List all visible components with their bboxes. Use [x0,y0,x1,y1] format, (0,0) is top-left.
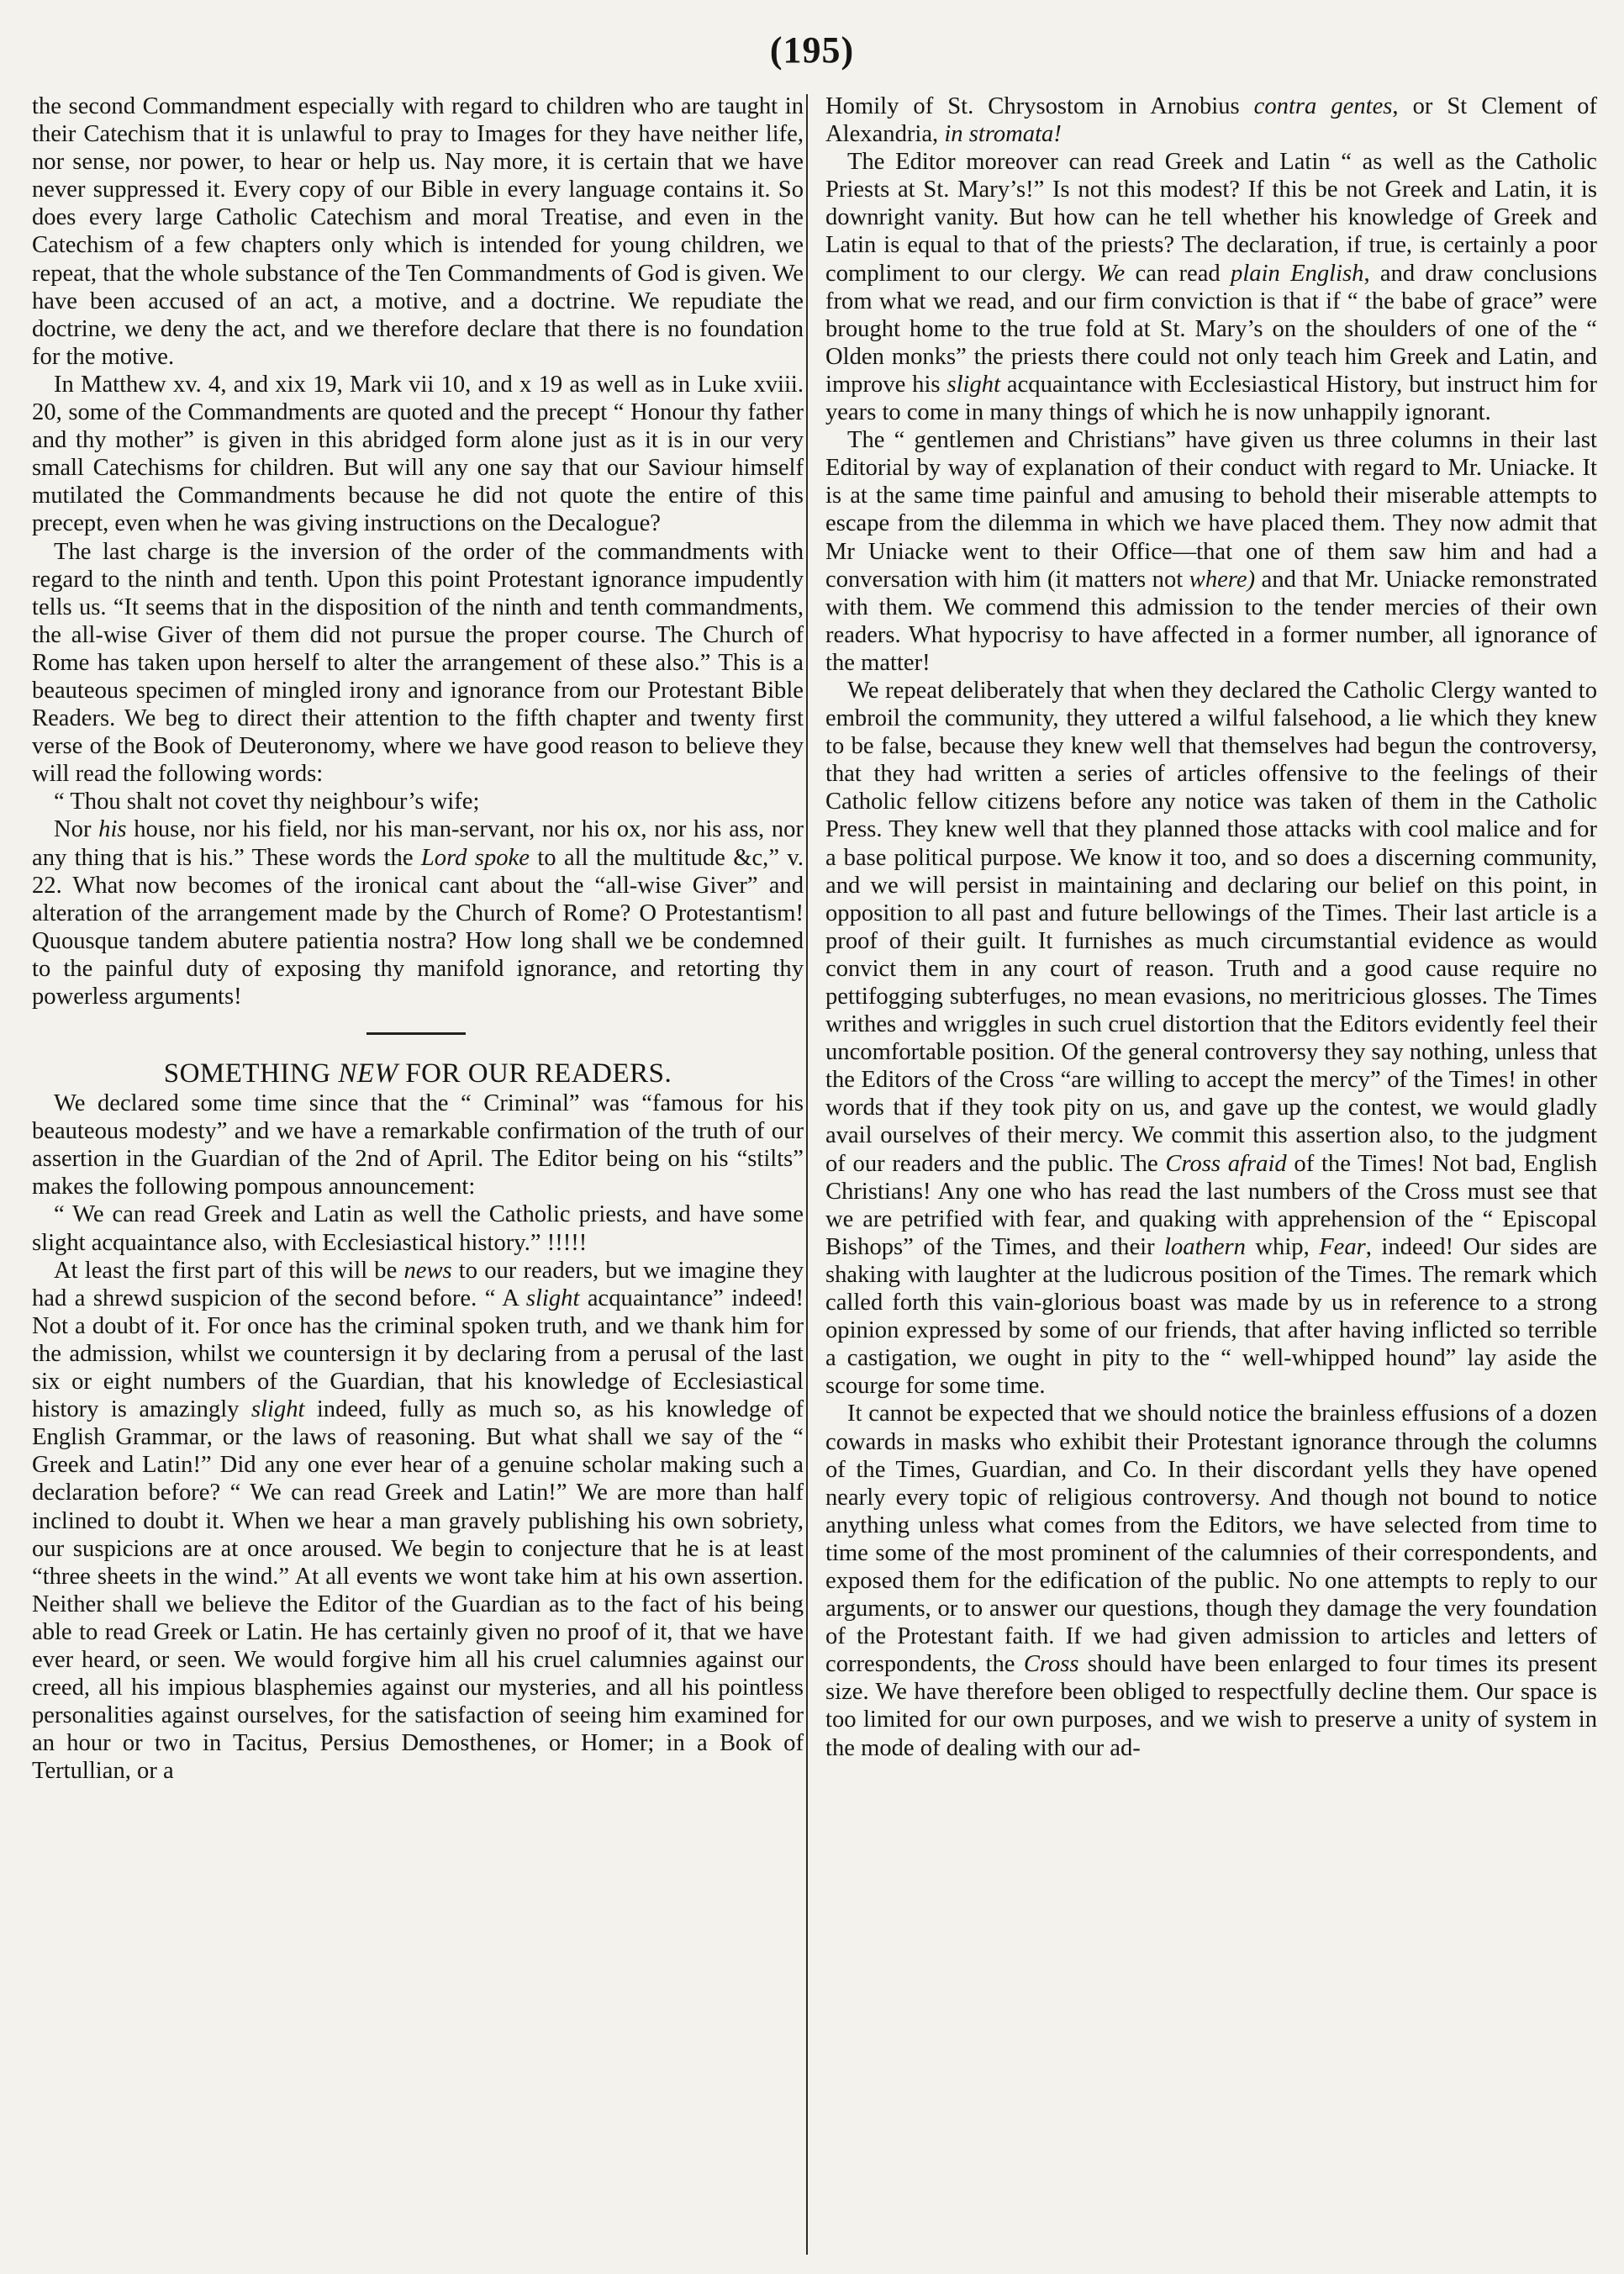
column-divider [806,94,808,2255]
paragraph-homily: Homily of St. Chrysostom in Arnobius contra gentes, or St Clement of Alexandria, in stromata! [825,93,1597,148]
page-number: (195) [769,29,855,71]
paragraph-commandment: the second Commandment especially with regard to children who are taught in their Catechism that it is unlawful to pray to Images for they have neither life, nor sense, nor power, to hear or help us. Nay more, it is certain that we have never suppressed it. Every copy of our Bible in every language contains it. So does every large Catholic Catechism and moral Treatise, and even in the Catechism of a few chapters only which is intended for young children, we repeat, that the whole substance of the Ten Commandments of God is given. We have been accused of an act, a motive, and a doctrine. We repudiate the doctrine, we deny the act, and we therefore declare that there is no foundation for the motive. [32,93,804,370]
left-column [32,92,804,1785]
paragraph-cannot: It cannot be expected that we should notice the brainless effusions of a dozen cowards in masks who exhibit their Protestant ignorance through the columns of the Times, Guardian, and Co. In their discordant yells they have opened nearly every topic of religious controversy. And though not bound to notice anything unless what comes from the Editors, we have selected from time to time some of the most prominent of the calumnies of their correspondents, and exposed them for the edification of the public. No one attempts to reply to our arguments, or to answer our questions, though they damage the very foundation of the Protestant faith. If we had given admission to articles and letters of correspondents, the Cross should have been enlarged to four times its present size. We have therefore been obliged to respectfully decline them. Our space is too limited for our own purposes, and we wish to preserve a unity of system in the mode of dealing with our ad- [825,1401,1597,1761]
quote-covet: “ Thou shalt not covet thy neighbour’s wife; [54,789,480,815]
quote-greek-latin: “ We can read Greek and Latin as well the Catholic priests, and have some slight acquaintance also, with Ecclesiastical history.” !!!!! [32,1201,804,1256]
paragraph-gentlemen: The “ gentlemen and Christians” have given us three columns in their last Editorial by way of explanation of their conduct with regard to Mr. Uniacke. It is at the same time painful and amusing to behold their miserable attempts to escape from the dilemma in which we have placed them. They now admit that Mr Uniacke went to their Office—that one of them saw him and had a conversation with him (it matters not where) and that Mr. Uniacke remonstrated with them. We commend this admission to the tender mercies of their own readers. What hypocrisy to have affected in a former number, all ignorance of the matter! [825,427,1597,676]
section-heading: SOMETHING NEW FOR OUR READERS. [163,1058,672,1090]
paragraph-last-charge: The last charge is the inversion of the order of the commandments with regard to the ninth and tenth. Upon this point Protestant ignorance impudently tells us. “It seems that in the disposition of the ninth and tenth commandments, the all-wise Giver of them did not pursue the proper course. The Church of Rome has taken upon herself to alter the arrangement of these also.” This is a beauteous specimen of mingled irony and ignorance from our Protestant Bible Readers. We beg to direct their attention to the fifth chapter and twenty first verse of the Book of Deuteronomy, where we have good reason to believe they will read the following words: [32,538,804,788]
paragraph-verse: Nor his house, nor his field, nor his man-servant, nor his ox, nor his ass, nor any thing that is his.” These words the Lord spoke to all the multitude &c,” v. 22. What now becomes of the ironical cant about the “all-wise Giver” and alteration of the arrangement made by the Church of Rome? O Protestantism! Quousque tandem abutere patientia nostra? How long shall we be condemned to the painful duty of exposing thy manifold ignorance, and retorting thy powerless arguments! [32,816,804,1010]
section-separator [32,1010,804,1058]
paragraph-editor: The Editor moreover can read Greek and Latin “ as well as the Catholic Priests at St. Mary’s!” Is not this modest? If this be not Greek and Latin, it is downright vanity. But how can he tell whether his knowledge of Greek and Latin is equal to that of the priests? The declaration, if true, is certainly a poor compliment to our clergy. We can read plain English, and draw conclusions from what we read, and our firm conviction is that if “ the babe of grace” were brought home to the true fold at St. Mary’s on the shoulders of one of the “ Olden monks” the priests there could not only teach him Greek and Latin, and improve his slight acquaintance with Ecclesiastical History, but instruct him for years to come in many things of which he is now unhappily ignorant. [825,149,1597,426]
right-column [825,92,1597,1762]
paragraph-repeat: We repeat deliberately that when they declared the Catholic Clergy wanted to embroil the community, they uttered a wilful falsehood, a lie which they knew to be false, because they knew well that themselves had begun the controversy, that they had written a series of articles offensive to the feelings of their Catholic fellow citizens before any notice was taken of them in the Catholic Press. They knew well that they planned those attacks with cool malice and for a base political purpose. We know it too, and so does a discerning community, and we will persist in maintaining and declaring our belief on this point, in opposition to all past and future bellowings of the Times. Their last article is a proof of their guilt. It furnishes as much circumstantial evidence as would convict them in any court of reason. Truth and a good cause require no pettifogging subterfuges, no mean evasions, no meritricious glosses. The Times writhes and wriggles in such cruel distortion that the Editors evidently feel their uncomfortable position. Of the general controversy they say nothing, unless that the Editors of the Cross “are willing to accept the mercy” of the Times! in other words that if they took pity on us, and gave up the contest, we would gladly avail ourselves of their mercy. We commit this assertion also, to the judgment of our readers and the public. The Cross afraid of the Times! Not bad, English Christians! Any one who has read the last numbers of the Cross must see that we are petrified with fear, and quaking with apprehension of the “ Episcopal Bishops” of the Times, and their loathern whip, Fear, indeed! Our sides are shaking with laughter at the ludicrous position of the Times. The remark which called forth this vain-glorious boast was made by us in reference to a strong opinion expressed by some of our friends, that after having inflicted so terrible a castigation, we ought in pity to the “ well-whipped hound” lay aside the scourge for some time. [825,677,1598,1400]
paragraph-matthew: In Matthew xv. 4, and xix 19, Mark vii 10, and x 19 as well as in Luke xviii. 20, some of the Commandments are quoted and the precept “ Honour thy father and thy mother” is given in this abridged form alone just as it is in our very small Catechisms for children. But will any one say that our Saviour himself mutilated the Commandments because he did not quote the entire of this precept, even when he was giving instructions on the Decalogue? [32,371,804,537]
paragraph-at-least: At least the first part of this will be news to our readers, but we imagine they had a shrewd suspicion of the second before. “ A slight acquaintance” indeed! Not a doubt of it. For once has the criminal spoken truth, and we thank him for the admission, whilst we countersign it by declaring from a perusal of the last six or eight numbers of the Guardian, that his knowledge of Ecclesiastical history is amazingly slight indeed, fully as much so, as his knowledge of English Grammar, or the laws of reasoning. But what shall we say of the “ Greek and Latin!” Did any one ever hear of a genuine scholar making such a declaration before? “ We can read Greek and Latin!” We are more than half inclined to doubt it. When we hear a man gravely publishing his own sobriety, our suspicions are at once aroused. We begin to conjecture that he is at least “three sheets in the wind.” At all events we wont take him at his own assertion. Neither shall we believe the Editor of the Guardian as to the fact of his being able to read Greek or Latin. He has certainly given no proof of it, that we have ever heard, or seen. We would forgive him all his cruel calumnies against our creed, all his impious blasphemies against our mysteries, and all his pointless personalities against ourselves, for the satisfaction of seeing him examined for an hour or two in Tacitus, Persius Demosthenes, or Homer; in a Book of Tertullian, or a [32,1257,804,1785]
paragraph-declared: We declared some time since that the “ Criminal” was “famous for his beauteous modesty” and we have a remarkable confirmation of the truth of our assertion in the Guardian of the 2nd of April. The Editor being on his “stilts” makes the following pompous announcement: [32,1090,804,1200]
